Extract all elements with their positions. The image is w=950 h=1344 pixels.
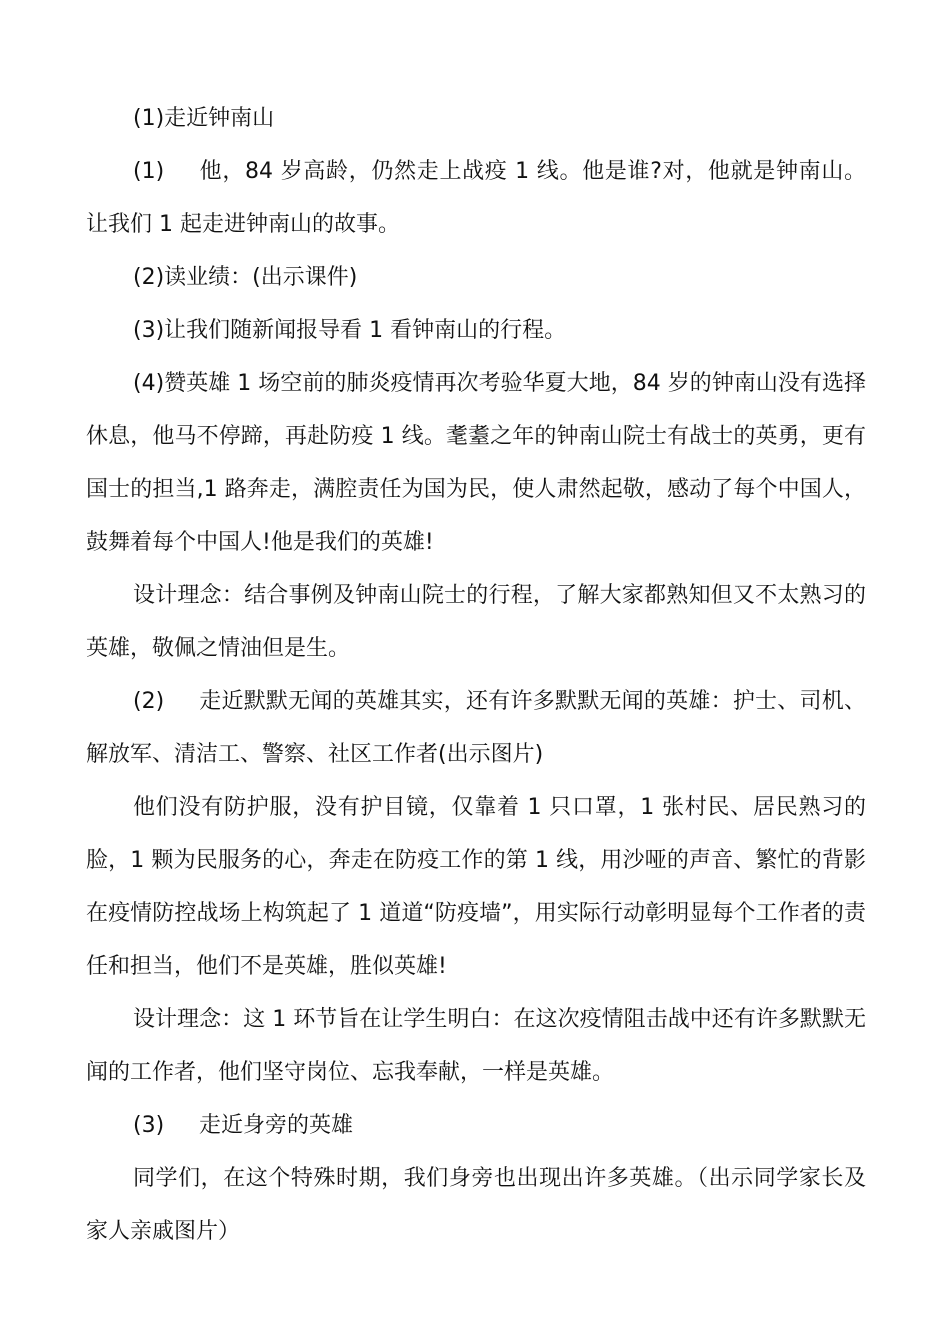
- paragraph-3: (2)读业绩：(出示课件): [133, 265, 358, 290]
- paragraph-1: (1)走近钟南山: [133, 106, 275, 131]
- paragraph-2: [86, 145, 866, 251]
- paragraph-9: 设计理念：这 1 环节旨在让学生明白：在这次疫情阻击战中还有许多默默无闻的工作者，他们坚守岗位、忘我奉献，一样是英雄。: [86, 1007, 866, 1085]
- paragraph-11: 同学们，在这个特殊时期，我们身旁也出现出许多英雄。（出示同学家长及家人亲戚图片）: [86, 1166, 866, 1244]
- item-number: (1): [133, 159, 165, 184]
- paragraph-text: 他，84 岁高龄，仍然走上战疫 1 线。他是谁?对，他就是钟南山。让我们 1 起走进钟南山的故事。: [86, 159, 866, 237]
- paragraph-7: [86, 675, 866, 781]
- item-number: (2): [133, 689, 165, 714]
- item-number: (3): [133, 1113, 165, 1138]
- paragraph-10: [86, 1099, 866, 1152]
- paragraph-8: 他们没有防护服，没有护目镜，仅靠着 1 只口罩，1 张村民、居民熟习的脸，1 颗为民服务的心，奔走在防疫工作的第 1 线，用沙哑的声音、繁忙的背影在疫情防控战场上构筑起了 1 道道“防疫墙”，用实际行动彰明显每个工作者的责任和担当，他们不是英雄，胜似英雄!: [86, 795, 866, 979]
- paragraph-5: (4)赞英雄 1 场空前的肺炎疫情再次考验华夏大地，84 岁的钟南山没有选择休息，他马不停蹄，再赴防疫 1 线。耄耋之年的钟南山院士有战士的英勇，更有国士的担当,1 路奔走，满腔责任为国为民，使人肃然起敬，感动了每个中国人，鼓舞着每个中国人!他是我们的英雄!: [86, 371, 866, 555]
- paragraph-4: (3)让我们随新闻报导看 1 看钟南山的行程。: [133, 318, 567, 343]
- paragraph-6: 设计理念：结合事例及钟南山院士的行程，了解大家都熟知但又不太熟习的英雄，敬佩之情油但是生。: [86, 583, 866, 661]
- paragraph-text: 走近身旁的英雄: [199, 1113, 354, 1138]
- document-page: [86, 92, 866, 1258]
- paragraph-text: 走近默默无闻的英雄其实，还有许多默默无闻的英雄：护士、司机、解放军、清洁工、警察、社区工作者(出示图片): [86, 689, 866, 767]
